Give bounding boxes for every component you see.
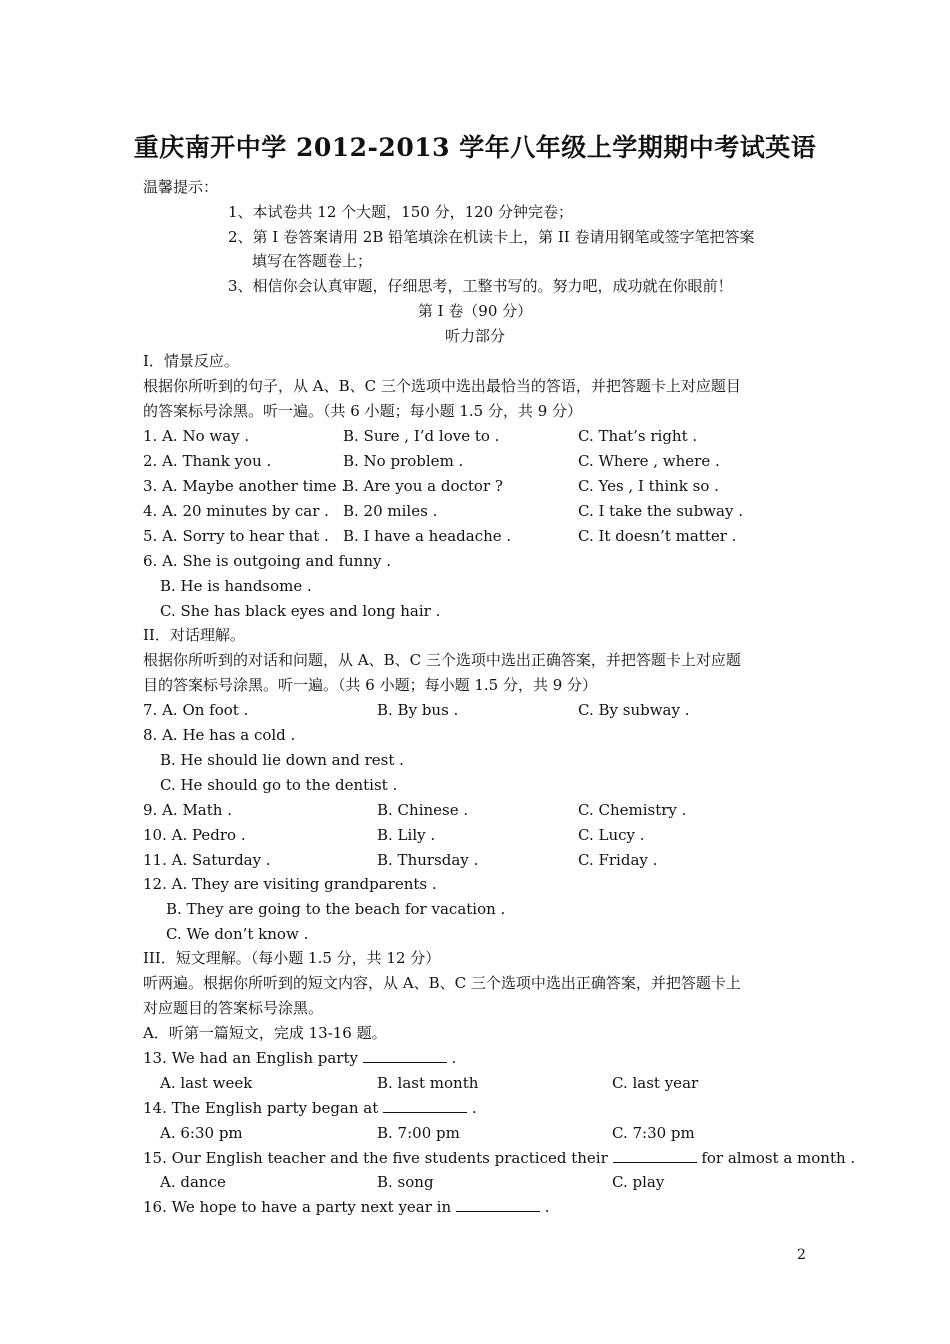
q10-option-b: B. Lily .: [377, 826, 436, 844]
q13-stem-text: 13. We had an English party: [143, 1049, 358, 1067]
q15-blank: [613, 1148, 697, 1163]
q3-option-c: C. Yes , I think so .: [578, 477, 719, 495]
q8-option-c: C. He should go to the dentist .: [160, 776, 398, 794]
q6-option-c: C. She has black eyes and long hair .: [160, 602, 441, 620]
q16-stem-text: 16. We hope to have a party next year in: [143, 1198, 452, 1216]
q12-option-c: C. We don’t know .: [166, 925, 309, 943]
q15-stem: [143, 1148, 855, 1168]
q14-blank: [383, 1098, 467, 1113]
q14-option-c: C. 7:30 pm: [612, 1124, 695, 1142]
section3-instruction-1: 听两遍。根据你所听到的短文内容，从 A、B、C 三个选项中选出正确答案，并把答题卡上: [143, 974, 741, 992]
section1-heading: I．情景反应。: [143, 352, 239, 370]
q5-option-c: C. It doesn’t matter .: [578, 527, 737, 545]
notice-item-2: 2、第 I 卷答案请用 2B 铅笔填涂在机读卡上，第 II 卷请用钢笔或签字笔把答案: [228, 228, 755, 246]
q7-option-c: C. By subway .: [578, 701, 690, 719]
q13-option-a: A. last week: [160, 1074, 253, 1092]
q2-option-b: B. No problem .: [343, 452, 464, 470]
q4-option-c: C. I take the subway .: [578, 502, 743, 520]
q13-stem: 13. We had an English party .: [143, 1049, 457, 1067]
section3-part-a: A．听第一篇短文，完成 13-16 题。: [143, 1024, 387, 1042]
q9-option-c: C. Chemistry .: [578, 801, 687, 819]
q4-option-a: 4. A. 20 minutes by car .: [143, 502, 329, 520]
q15-option-c: C. play: [612, 1173, 665, 1191]
q3-option-b: B. Are you a doctor ?: [343, 477, 503, 495]
q14-stem: 14. The English party began at .: [143, 1099, 477, 1117]
q7-option-a: 7. A. On foot .: [143, 701, 249, 719]
q15-stem-tail: for almost a month .: [701, 1149, 856, 1167]
section1-instruction-1: 根据你所听到的句子，从 A、B、C 三个选项中选出最恰当的答语，并把答题卡上对应题目: [143, 377, 741, 395]
q1-option-c: C. That’s right .: [578, 427, 698, 445]
q2-option-a: 2. A. Thank you .: [143, 452, 272, 470]
q10-option-a: 10. A. Pedro .: [143, 826, 246, 844]
q11-option-c: C. Friday .: [578, 851, 658, 869]
q4-option-b: B. 20 miles .: [343, 502, 438, 520]
q16-blank: [456, 1197, 540, 1212]
listening-heading: 听力部分: [444, 327, 505, 345]
q14-option-a: A. 6:30 pm: [160, 1124, 243, 1142]
q13-option-c: C. last year: [612, 1074, 699, 1092]
q5-option-a: 5. A. Sorry to hear that .: [143, 527, 329, 545]
q1-option-a: 1. A. No way .: [143, 427, 250, 445]
section3-instruction-2: 对应题目的答案标号涂黑。: [143, 999, 324, 1017]
q15-option-b: B. song: [377, 1173, 434, 1191]
q8-option-b: B. He should lie down and rest .: [160, 751, 404, 769]
part1-heading: 第 I 卷（90 分）: [417, 302, 533, 320]
q14-option-b: B. 7:00 pm: [377, 1124, 460, 1142]
exam-title: 重庆南开中学 2012-2013 学年八年级上学期期中考试英语: [133, 133, 817, 162]
section3-heading: III．短文理解。（每小题 1.5 分，共 12 分）: [143, 949, 441, 967]
notice-item-3: 3、相信你会认真审题，仔细思考，工整书写的。努力吧，成功就在你眼前！: [228, 277, 733, 295]
q7-option-b: B. By bus .: [377, 701, 459, 719]
q8-option-a: 8. A. He has a cold .: [143, 726, 296, 744]
q11-option-a: 11. A. Saturday .: [143, 851, 271, 869]
notice-item-1: 1、本试卷共 12 个大题，150 分，120 分钟完卷；: [228, 203, 573, 221]
section1-instruction-2: 的答案标号涂黑。听一遍。（共 6 小题；每小题 1.5 分，共 9 分）: [143, 402, 583, 420]
q11-option-b: B. Thursday .: [377, 851, 479, 869]
q6-option-a: 6. A. She is outgoing and funny .: [143, 552, 391, 570]
notice-item-2-cont: 填写在答题卷上；: [252, 252, 373, 270]
section2-instruction-1: 根据你所听到的对话和问题，从 A、B、C 三个选项中选出正确答案，并把答题卡上对应题: [143, 651, 741, 669]
q10-option-c: C. Lucy .: [578, 826, 645, 844]
q9-option-a: 9. A. Math .: [143, 801, 232, 819]
q14-stem-text: 14. The English party began at: [143, 1099, 379, 1117]
q1-option-b: B. Sure , I’d love to .: [343, 427, 500, 445]
q15-option-a: A. dance: [160, 1173, 226, 1191]
section2-heading: II．对话理解。: [143, 626, 245, 644]
q9-option-b: B. Chinese .: [377, 801, 469, 819]
page-number: 2: [797, 1247, 806, 1263]
q3-option-a: 3. A. Maybe another time .: [143, 477, 347, 495]
section2-instruction-2: 目的答案标号涂黑。听一遍。（共 6 小题；每小题 1.5 分，共 9 分）: [143, 676, 598, 694]
q16-stem: 16. We hope to have a party next year in .: [143, 1198, 550, 1216]
notice-heading: 温馨提示：: [143, 178, 219, 196]
q15-stem-text: 15. Our English teacher and the five students practiced their: [143, 1149, 608, 1167]
q2-option-c: C. Where , where .: [578, 452, 720, 470]
q5-option-b: B. I have a headache .: [343, 527, 512, 545]
q12-option-a: 12. A. They are visiting grandparents .: [143, 875, 437, 893]
q13-blank: [363, 1048, 447, 1063]
q13-option-b: B. last month: [377, 1074, 479, 1092]
q12-option-b: B. They are going to the beach for vacation .: [166, 900, 506, 918]
q6-option-b: B. He is handsome .: [160, 577, 312, 595]
